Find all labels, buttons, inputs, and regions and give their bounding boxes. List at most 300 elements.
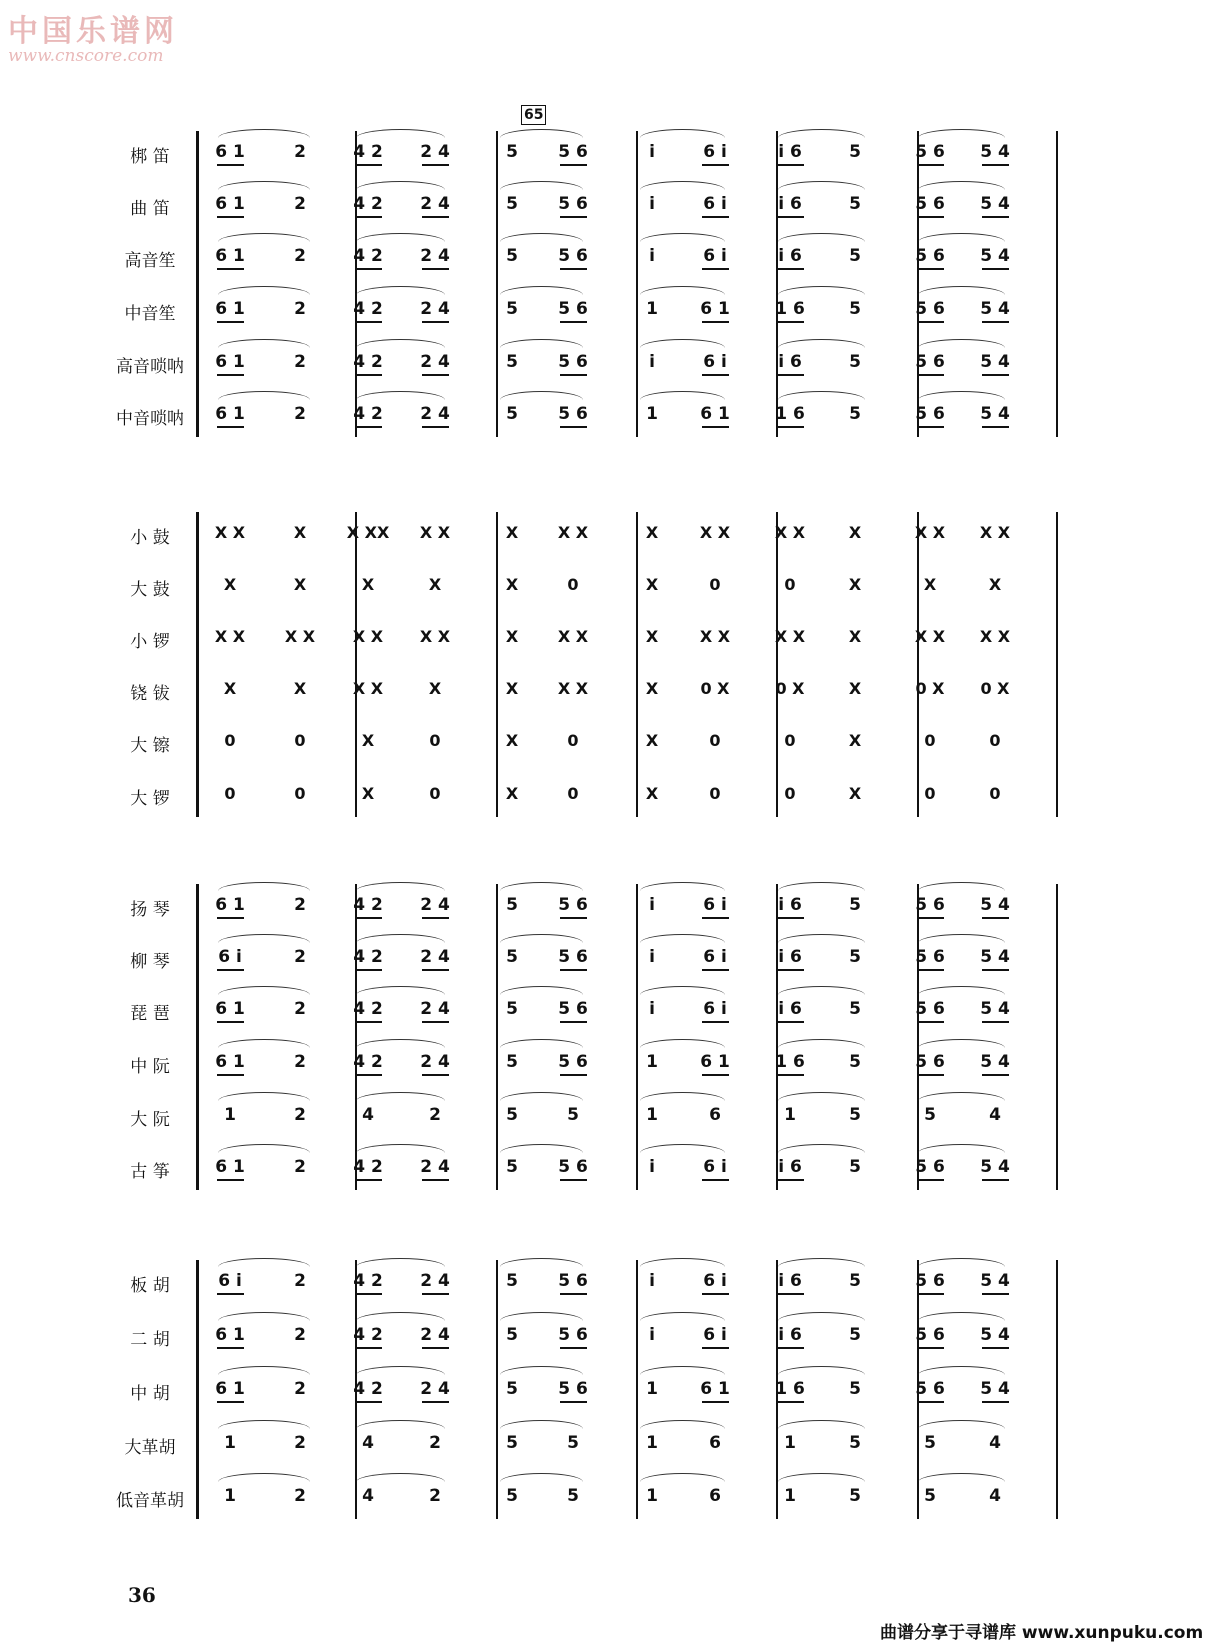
note-cell: 2: [294, 1157, 306, 1177]
beam-underline: [777, 1021, 804, 1023]
instrument-label: 板 胡: [130, 1276, 170, 1296]
note-cell: 2: [294, 352, 306, 372]
note-cell: 4 2: [353, 299, 383, 319]
beam-underline: [917, 268, 944, 270]
note-cell: 5: [506, 947, 518, 967]
beam-underline: [422, 1293, 449, 1295]
note-cell: 5: [924, 1105, 936, 1125]
note-cell: 2 4: [420, 1052, 450, 1072]
note-cell: 6 1: [215, 1379, 245, 1399]
note-cell: 5 6: [558, 142, 588, 162]
note-cell: X X: [284, 627, 316, 646]
note-cell: 6: [709, 1486, 721, 1506]
note-cell: 0 X: [915, 679, 945, 698]
note-cell: 2 4: [420, 1379, 450, 1399]
note-cell: 2 4: [420, 895, 450, 915]
note-cell: 2 4: [420, 352, 450, 372]
note-cell: 2: [294, 999, 306, 1019]
note-cell: 5 4: [980, 947, 1010, 967]
slur: [356, 1258, 445, 1267]
beam-underline: [777, 1074, 804, 1076]
slur: [218, 129, 310, 138]
instrument-label: 低音革胡: [116, 1491, 184, 1511]
slur: [500, 1312, 583, 1321]
note-cell: 5: [506, 1379, 518, 1399]
beam-underline: [917, 1074, 944, 1076]
note-cell: 1 6: [775, 1379, 805, 1399]
note-cell: 6 i: [703, 947, 727, 967]
slur: [356, 129, 445, 138]
note-cell: i: [649, 194, 655, 214]
beam-underline: [982, 374, 1009, 376]
note-cell: X X: [557, 679, 589, 698]
note-cell: 5: [849, 1105, 861, 1125]
slur: [918, 391, 1005, 400]
note-cell: 1: [784, 1486, 796, 1506]
slur: [356, 1312, 445, 1321]
note-cell: 0: [784, 575, 796, 594]
slur: [356, 1420, 445, 1429]
note-cell: 0: [709, 784, 721, 803]
barline: [1056, 512, 1058, 817]
note-cell: i 6: [778, 142, 802, 162]
beam-underline: [355, 969, 382, 971]
slur: [218, 391, 310, 400]
note-cell: 5 4: [980, 404, 1010, 424]
beam-underline: [560, 1074, 587, 1076]
note-cell: 0: [224, 731, 236, 750]
slur: [778, 1258, 865, 1267]
note-cell: 6 i: [703, 1271, 727, 1291]
beam-underline: [217, 1021, 244, 1023]
slur: [500, 1420, 583, 1429]
note-cell: 5: [849, 299, 861, 319]
slur: [500, 1092, 583, 1101]
slur: [918, 1312, 1005, 1321]
beam-underline: [982, 1347, 1009, 1349]
slur: [218, 934, 310, 943]
note-cell: X: [505, 627, 519, 646]
note-cell: 5 6: [915, 299, 945, 319]
note-cell: X X: [352, 627, 384, 646]
note-cell: 5 6: [558, 895, 588, 915]
slur: [218, 1144, 310, 1153]
beam-underline: [217, 268, 244, 270]
instrument-label: 小 鼓: [130, 528, 170, 548]
slur: [778, 286, 865, 295]
note-cell: 4 2: [353, 895, 383, 915]
beam-underline: [702, 426, 729, 428]
beam-underline: [422, 1179, 449, 1181]
beam-underline: [560, 969, 587, 971]
slur: [500, 391, 583, 400]
note-cell: X: [923, 575, 937, 594]
note-cell: 5: [849, 404, 861, 424]
note-cell: 0: [709, 731, 721, 750]
note-cell: X: [293, 523, 307, 542]
beam-underline: [702, 374, 729, 376]
watermark-title: 中国乐谱网: [8, 14, 178, 49]
note-cell: i: [649, 947, 655, 967]
barline: [636, 131, 638, 437]
note-cell: 5 4: [980, 1379, 1010, 1399]
note-cell: i 6: [778, 352, 802, 372]
slur: [218, 181, 310, 190]
instrument-label: 高音唢呐: [116, 357, 184, 377]
note-cell: X: [848, 627, 862, 646]
beam-underline: [560, 1347, 587, 1349]
note-cell: 5 6: [558, 404, 588, 424]
slur: [356, 934, 445, 943]
beam-underline: [777, 164, 804, 166]
note-cell: 1: [784, 1105, 796, 1125]
slur: [218, 339, 310, 348]
beam-underline: [982, 1179, 1009, 1181]
slur: [356, 1366, 445, 1375]
note-cell: 6 1: [700, 404, 730, 424]
slur: [218, 1473, 310, 1482]
note-cell: 2: [294, 299, 306, 319]
slur: [500, 1473, 583, 1482]
note-cell: 2: [294, 1486, 306, 1506]
note-cell: 2: [294, 1379, 306, 1399]
beam-underline: [422, 1074, 449, 1076]
note-cell: 5: [567, 1105, 579, 1125]
note-cell: X: [293, 575, 307, 594]
note-cell: 1: [646, 1052, 658, 1072]
note-cell: 6 i: [218, 1271, 242, 1291]
note-cell: 0: [294, 784, 306, 803]
slur: [356, 882, 445, 891]
slur: [640, 391, 725, 400]
beam-underline: [355, 1021, 382, 1023]
note-cell: 6 1: [215, 1052, 245, 1072]
beam-underline: [917, 969, 944, 971]
beam-underline: [355, 268, 382, 270]
slur: [500, 339, 583, 348]
beam-underline: [560, 917, 587, 919]
note-cell: 2: [294, 1433, 306, 1453]
barline: [776, 131, 778, 437]
beam-underline: [702, 1179, 729, 1181]
slur: [500, 1144, 583, 1153]
slur: [218, 1366, 310, 1375]
note-cell: i 6: [778, 1325, 802, 1345]
slur: [918, 129, 1005, 138]
slur: [640, 1144, 725, 1153]
beam-underline: [560, 216, 587, 218]
note-cell: X: [223, 575, 237, 594]
note-cell: 6 1: [700, 299, 730, 319]
slur: [918, 1420, 1005, 1429]
note-cell: 6 i: [703, 246, 727, 266]
note-cell: 4: [362, 1105, 374, 1125]
beam-underline: [422, 374, 449, 376]
group-bracket: [196, 512, 199, 817]
beam-underline: [560, 268, 587, 270]
note-cell: 5 6: [915, 404, 945, 424]
slur: [218, 986, 310, 995]
note-cell: 1: [784, 1433, 796, 1453]
note-cell: i: [649, 1157, 655, 1177]
beam-underline: [982, 1074, 1009, 1076]
group-bracket: [196, 884, 199, 1190]
note-cell: X X: [774, 523, 806, 542]
note-cell: 2 4: [420, 194, 450, 214]
note-cell: 5 4: [980, 895, 1010, 915]
note-cell: 2: [294, 1271, 306, 1291]
slur: [640, 181, 725, 190]
beam-underline: [702, 216, 729, 218]
note-cell: 4 2: [353, 947, 383, 967]
note-cell: X X: [914, 627, 946, 646]
slur: [218, 286, 310, 295]
note-cell: 4: [362, 1486, 374, 1506]
instrument-label: 中 阮: [130, 1057, 170, 1077]
beam-underline: [702, 1074, 729, 1076]
note-cell: 1 6: [775, 1052, 805, 1072]
note-cell: X: [988, 575, 1002, 594]
note-cell: X X: [699, 627, 731, 646]
note-cell: 5 6: [558, 1325, 588, 1345]
beam-underline: [777, 374, 804, 376]
note-cell: 0: [429, 784, 441, 803]
note-cell: 6 1: [215, 194, 245, 214]
slur: [778, 233, 865, 242]
note-cell: 2 4: [420, 404, 450, 424]
beam-underline: [917, 374, 944, 376]
note-cell: 5: [506, 895, 518, 915]
slur: [640, 1092, 725, 1101]
beam-underline: [217, 1347, 244, 1349]
beam-underline: [982, 969, 1009, 971]
slur: [640, 1473, 725, 1482]
slur: [778, 181, 865, 190]
beam-underline: [917, 1179, 944, 1181]
note-cell: 6 1: [215, 999, 245, 1019]
slur: [500, 1366, 583, 1375]
note-cell: 4 2: [353, 999, 383, 1019]
note-cell: 1: [646, 299, 658, 319]
note-cell: 4 2: [353, 352, 383, 372]
note-cell: 5 6: [558, 299, 588, 319]
beam-underline: [777, 268, 804, 270]
instrument-label: 大 阮: [130, 1110, 170, 1130]
note-cell: i: [649, 142, 655, 162]
note-cell: 2: [294, 895, 306, 915]
beam-underline: [982, 164, 1009, 166]
footer-credit: 曲谱分享于寻谱库 www.xunpuku.com: [880, 1623, 1204, 1643]
note-cell: i: [649, 352, 655, 372]
note-cell: 5: [924, 1486, 936, 1506]
beam-underline: [217, 1401, 244, 1403]
beam-underline: [702, 1021, 729, 1023]
note-cell: 1: [646, 1433, 658, 1453]
note-cell: 5 4: [980, 1271, 1010, 1291]
beam-underline: [982, 268, 1009, 270]
beam-underline: [777, 917, 804, 919]
barline: [1056, 1260, 1058, 1519]
beam-underline: [217, 917, 244, 919]
slur: [218, 1312, 310, 1321]
barline: [355, 131, 357, 437]
beam-underline: [917, 1347, 944, 1349]
note-cell: i 6: [778, 895, 802, 915]
instrument-label: 扬 琴: [130, 900, 170, 920]
beam-underline: [777, 1347, 804, 1349]
slur: [640, 129, 725, 138]
note-cell: X: [361, 784, 375, 803]
note-cell: 6 i: [703, 352, 727, 372]
note-cell: 6 i: [703, 142, 727, 162]
note-cell: i: [649, 895, 655, 915]
slur: [918, 181, 1005, 190]
note-cell: X: [645, 784, 659, 803]
note-cell: X: [505, 575, 519, 594]
beam-underline: [355, 216, 382, 218]
note-cell: 2: [294, 246, 306, 266]
slur: [640, 1039, 725, 1048]
note-cell: 5 4: [980, 142, 1010, 162]
slur: [918, 339, 1005, 348]
note-cell: 5: [506, 1052, 518, 1072]
note-cell: 4 2: [353, 194, 383, 214]
note-cell: 5 6: [915, 246, 945, 266]
note-cell: 6 1: [215, 299, 245, 319]
note-cell: 2 4: [420, 947, 450, 967]
note-cell: X X: [914, 523, 946, 542]
note-cell: 4 2: [353, 404, 383, 424]
note-cell: 2 4: [420, 1157, 450, 1177]
note-cell: X X: [419, 523, 451, 542]
note-cell: 5: [849, 194, 861, 214]
instrument-label: 中 胡: [130, 1384, 170, 1404]
note-cell: 5: [924, 1433, 936, 1453]
beam-underline: [982, 1021, 1009, 1023]
barline: [355, 884, 357, 1190]
beam-underline: [917, 917, 944, 919]
note-cell: 5 6: [558, 194, 588, 214]
slur: [356, 181, 445, 190]
note-cell: 1: [646, 1379, 658, 1399]
note-cell: 5 6: [915, 1157, 945, 1177]
note-cell: 6 i: [703, 1157, 727, 1177]
note-cell: 2: [294, 142, 306, 162]
beam-underline: [777, 216, 804, 218]
note-cell: 5 6: [915, 1379, 945, 1399]
beam-underline: [917, 1401, 944, 1403]
note-cell: 5 4: [980, 246, 1010, 266]
note-cell: 2: [294, 1105, 306, 1125]
note-cell: 5: [567, 1486, 579, 1506]
slur: [640, 1420, 725, 1429]
barline: [636, 884, 638, 1190]
slur: [500, 129, 583, 138]
note-cell: i 6: [778, 246, 802, 266]
beam-underline: [355, 321, 382, 323]
note-cell: 6: [709, 1433, 721, 1453]
note-cell: 5 6: [558, 352, 588, 372]
barline: [636, 1260, 638, 1519]
slur: [778, 1039, 865, 1048]
note-cell: 5 4: [980, 1325, 1010, 1345]
note-cell: 6 1: [215, 142, 245, 162]
note-cell: X: [848, 523, 862, 542]
slur: [500, 1039, 583, 1048]
note-cell: 1: [224, 1105, 236, 1125]
page-number: 36: [128, 1583, 156, 1607]
note-cell: 5 6: [915, 1052, 945, 1072]
note-cell: 5: [849, 1379, 861, 1399]
note-cell: X: [505, 784, 519, 803]
note-cell: 5 6: [558, 1157, 588, 1177]
beam-underline: [702, 917, 729, 919]
note-cell: X X: [979, 627, 1011, 646]
slur: [500, 882, 583, 891]
note-cell: 0 X: [980, 679, 1010, 698]
beam-underline: [777, 1401, 804, 1403]
note-cell: i: [649, 1271, 655, 1291]
note-cell: X: [505, 731, 519, 750]
instrument-label: 大 鼓: [130, 580, 170, 600]
slur: [918, 1039, 1005, 1048]
slur: [778, 129, 865, 138]
beam-underline: [982, 426, 1009, 428]
note-cell: 5 6: [558, 246, 588, 266]
slur: [918, 882, 1005, 891]
beam-underline: [217, 216, 244, 218]
note-cell: X X: [352, 679, 384, 698]
slur: [640, 986, 725, 995]
note-cell: X X: [979, 523, 1011, 542]
note-cell: 6 i: [703, 999, 727, 1019]
group-bracket: [196, 131, 199, 437]
note-cell: X: [428, 679, 442, 698]
barline: [917, 131, 919, 437]
note-cell: 5 4: [980, 352, 1010, 372]
note-cell: 5: [849, 246, 861, 266]
instrument-label: 中音唢呐: [116, 409, 184, 429]
slur: [500, 233, 583, 242]
note-cell: 0 X: [775, 679, 805, 698]
note-cell: 5 6: [558, 1271, 588, 1291]
instrument-label: 柳 琴: [130, 952, 170, 972]
slur: [918, 934, 1005, 943]
slur: [640, 934, 725, 943]
note-cell: 5 6: [915, 1325, 945, 1345]
slur: [356, 233, 445, 242]
note-cell: 5: [849, 1433, 861, 1453]
note-cell: 6 i: [703, 1325, 727, 1345]
note-cell: 4: [989, 1105, 1001, 1125]
barline: [917, 512, 919, 817]
beam-underline: [217, 374, 244, 376]
instrument-label: 梆 笛: [130, 147, 170, 167]
slur: [778, 1420, 865, 1429]
slur: [500, 986, 583, 995]
note-cell: 6 1: [215, 246, 245, 266]
note-cell: 5: [849, 1271, 861, 1291]
instrument-label: 大 锣: [130, 789, 170, 809]
note-cell: 0: [989, 784, 1001, 803]
note-cell: i: [649, 246, 655, 266]
slur: [918, 1366, 1005, 1375]
note-cell: 2: [429, 1105, 441, 1125]
note-cell: 4 2: [353, 142, 383, 162]
note-cell: X: [428, 575, 442, 594]
slur: [778, 1312, 865, 1321]
note-cell: 5 6: [915, 999, 945, 1019]
